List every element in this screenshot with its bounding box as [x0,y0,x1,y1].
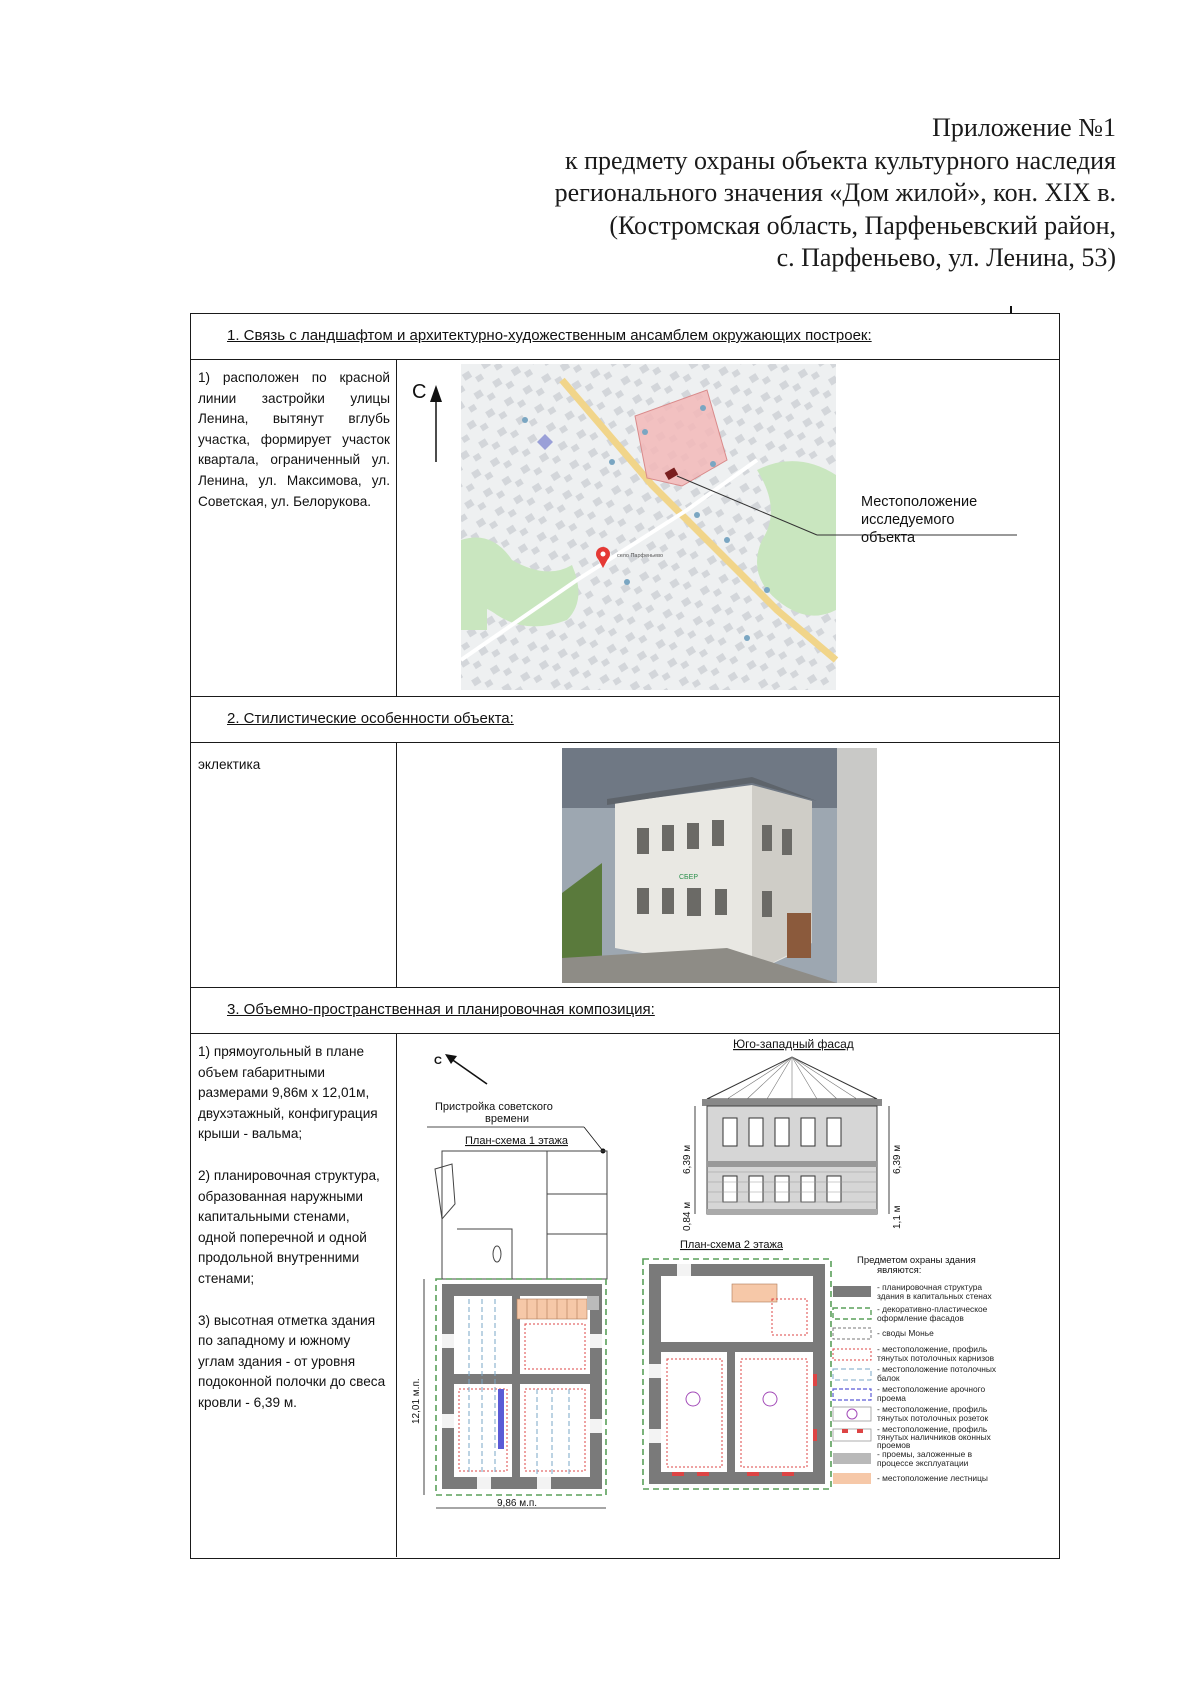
protection-table [190,313,1060,1559]
plan1-cross-wall [454,1374,590,1384]
facade-dim-base-left: 0,84 м [682,1201,693,1231]
annex-label-2: времени [485,1113,529,1125]
legend-label-9b: процессе эксплуатации [877,1458,969,1468]
facade-dim-base-right: 1,1 м [892,1205,903,1229]
legend-swatch-beams [833,1369,871,1380]
section-3-item-1: 1) прямоугольный в плане объем габаритными размерами 9,86м х 12,01м, двухэтажный, конфигурация крыши - вальма; [198,1044,378,1142]
plan-north-letter: С [434,1055,442,1067]
legend-label-1b: здания в капитальных стенах [877,1291,992,1301]
facade-cornice [702,1099,882,1106]
legend-label-8a: - местоположение, профиль [877,1424,988,1434]
legend-swatch-surrounds [833,1429,871,1441]
header-line-2: к предмету охраны объекта культурного наследия [564,145,1116,175]
annex-leader [584,1127,603,1151]
legend-label-7a: - местоположение, профиль [877,1404,988,1414]
section-1-text-cell [191,360,397,696]
section-1-map-cell [397,360,1059,696]
legend-swatch-blocked [833,1453,871,1464]
facade-plinth [707,1209,877,1215]
section-1-title-row [191,314,1059,360]
location-map [397,360,1060,697]
plan1-arch-opening [498,1389,504,1449]
photo-door [787,913,811,958]
legend-label-4b: тянутых потолочных карнизов [877,1353,995,1363]
section-1-row [191,360,1059,697]
legend-swatch-facade [833,1308,871,1319]
plan-north-arrow-icon [445,1054,487,1084]
section-3-title: 3. Объемно-пространственная и планировочная композиция: [227,1001,655,1018]
callout-line-2: исследуемого [861,512,955,528]
callout-line-3: объекта [861,530,916,546]
legend-label-3: - своды Монье [877,1328,934,1338]
section-3-text-cell [191,1034,397,1557]
legend-label-5a: - местоположение потолочных [877,1364,997,1374]
plan2-window-surrounds [672,1374,817,1476]
plan2-long-wall [727,1352,735,1472]
header-line-1: Приложение №1 [932,113,1116,142]
legend-label-7b: тянутых потолочных розеток [877,1413,989,1423]
plan1-cornices [459,1324,585,1471]
section-2-title-row [191,697,1059,743]
callout-line-1: Местоположение [861,494,978,510]
legend-surround-mark-2 [857,1429,863,1433]
facade-belt [707,1161,877,1167]
legend-label-9a: - проемы, заложенные в [877,1449,973,1459]
header-line-3: регионального значения «Дом жилой», кон. XIX в. [554,178,1116,207]
plan2-cornices [667,1299,807,1467]
section-2-text-cell [191,743,397,987]
legend-label-2a: - декоративно-пластическое [877,1304,988,1314]
document-header [356,112,1116,275]
section-3-item-3: 3) высотная отметка здания по западному и южному углам здания - от уровня подоконной полочки до свеса кровли - 6,39 м. [198,1312,386,1410]
plan1-title: План-схема 1 этажа [465,1135,568,1147]
facade-dim-right: 6,39 м [892,1144,903,1174]
facade-title: Юго-западный фасад [733,1037,854,1051]
section-2-photo-cell [397,743,1059,987]
legend-swatch-monier [833,1328,871,1339]
photo-bank-sign: СБЕР [679,874,698,881]
plan2-stairs [732,1284,777,1302]
plan2 [643,1259,831,1489]
legend-label-6a: - местоположение арочного [877,1384,986,1394]
plan2-title: План-схема 2 этажа [680,1239,783,1251]
plan1-stairs [517,1299,587,1319]
legend [833,1282,997,1484]
header-line-4: (Костромская область, Парфеньевский район, [609,210,1116,240]
map-pin-label: село Парфеньево [617,553,664,559]
legend-title-1: Предметом охраны здания [857,1255,976,1266]
north-arrow-icon [430,385,442,462]
building-photo [397,743,1060,988]
architectural-drawings [397,1034,1060,1557]
facade-drawing [702,1057,882,1215]
legend-swatch-arch [833,1389,871,1400]
facade-roof-lines [727,1057,857,1099]
facade-dim-left: 6,39 м [682,1144,693,1174]
legend-label-4a: - местоположение, профиль [877,1344,988,1354]
legend-swatch-stairs [833,1473,871,1484]
annex-label-1: Пристройка советского [435,1101,553,1113]
legend-swatch-cornice [833,1349,871,1360]
section-2-text: эклектика [198,757,261,772]
legend-label-6b: проема [877,1393,906,1403]
section-2-row [191,743,1059,988]
map-north-letter: С [412,381,427,403]
plan1-width-dim: 9,86 м.п. [497,1498,538,1509]
plan1 [436,1279,606,1495]
plan1-long-wall [512,1296,520,1477]
photo-right-building [837,748,877,983]
section-3-item-2: 2) планировочная структура, образованная наружными капитальными стенами, одной поперечной и одной продольной внутренними стенами; [198,1167,380,1286]
section-3-row [191,1034,1059,1557]
section-3-title-row [191,988,1059,1034]
section-1-text: 1) расположен по красной линии застройки улицы Ленина, вытянут вглубь участка, формирует участок квартала, ограниченный ул. Ленина, ул. Максимова, ул. Советская, ул. Белорукова. [198,370,390,509]
legend-label-5b: балок [877,1373,900,1383]
section-2-title: 2. Стилистические особенности объекта: [227,710,514,727]
legend-surround-mark-1 [842,1429,848,1433]
legend-label-10: - местоположение лестницы [877,1473,988,1483]
plan1-length-dim: 12,01 м.п. [411,1378,422,1424]
legend-swatch-walls [833,1286,871,1297]
legend-title-2: являются: [877,1265,922,1276]
legend-label-8b: тянутых наличников оконных [877,1432,991,1442]
legend-label-1a: - планировочная структура [877,1282,983,1292]
legend-label-8c: проемов [877,1440,911,1450]
annex-outline [435,1151,607,1279]
section-1-title: 1. Связь с ландшафтом и архитектурно-художественным ансамблем окружающих построек: [227,327,872,344]
section-3-drawing-cell [397,1034,1059,1557]
legend-label-2b: оформление фасадов [877,1313,964,1323]
header-line-5: с. Парфеньево, ул. Ленина, 53) [776,243,1116,272]
plan1-window-openings [442,1334,602,1489]
plan2-cross-wall [661,1342,813,1352]
plan1-blocked-opening [587,1296,599,1310]
